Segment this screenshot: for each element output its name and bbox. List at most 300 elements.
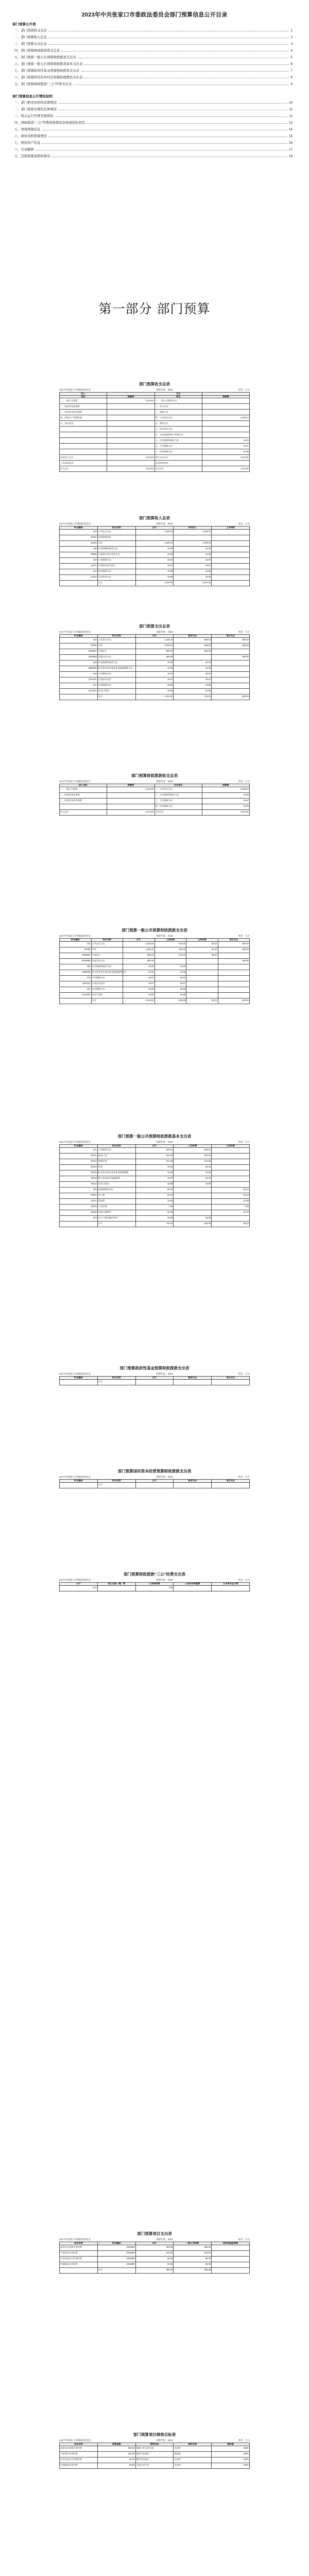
table-cell: 卫生健康支出 bbox=[97, 557, 135, 563]
table-cell bbox=[186, 964, 218, 970]
table-cell: ≥90% bbox=[212, 2451, 250, 2457]
toc-entry[interactable] bbox=[14, 81, 293, 86]
table-cell bbox=[154, 958, 186, 964]
toc-leader-dots bbox=[81, 71, 289, 72]
table-row bbox=[60, 574, 250, 580]
toc-entry[interactable] bbox=[14, 48, 293, 53]
table-cell bbox=[212, 2256, 250, 2262]
table-cell: 659.24 bbox=[135, 649, 174, 654]
toc-entry-page: 18 bbox=[288, 155, 293, 158]
table-row bbox=[60, 1159, 250, 1164]
table-cell: 社会保障和就业支出 bbox=[97, 546, 135, 552]
table-cell: 三、卫生健康支出 bbox=[154, 798, 202, 804]
table-cell: 271.35 bbox=[174, 1159, 212, 1164]
table-cell: 30228 bbox=[60, 1204, 98, 1210]
table-cell: 30102 bbox=[60, 1159, 98, 1164]
table-cell: 完成率 bbox=[174, 2446, 212, 2451]
table-header-cell: 合计 bbox=[135, 1480, 174, 1483]
table-row bbox=[60, 2256, 250, 2262]
table-cell bbox=[218, 964, 250, 970]
table-cell: 1,314.81 bbox=[202, 455, 249, 461]
table-cell bbox=[212, 1159, 250, 1164]
table-cell bbox=[60, 804, 107, 809]
budget-table bbox=[59, 634, 250, 700]
table-meta bbox=[59, 780, 250, 783]
table-cell: 三、国有资本经营预算 bbox=[60, 798, 107, 804]
table-cell: 10.00 bbox=[135, 1198, 174, 1204]
toc-entry-page: 13 bbox=[288, 121, 293, 125]
table-cell bbox=[135, 535, 174, 540]
table-cell: 100% bbox=[212, 2457, 250, 2463]
table-meta bbox=[59, 1141, 250, 1144]
table-cell: 15.95 bbox=[174, 574, 212, 580]
table-cell: 580.00 bbox=[218, 998, 250, 1004]
table-cell bbox=[107, 432, 154, 438]
table-header-cell: 项目名称 bbox=[60, 2443, 98, 2446]
table-cell: 八、社会保障和就业支出 bbox=[154, 438, 202, 444]
table-row bbox=[60, 455, 250, 461]
table-cell: 1,239.24 bbox=[135, 637, 174, 643]
toc-leader-dots bbox=[42, 143, 287, 144]
table-row bbox=[60, 1187, 250, 1193]
table-cell bbox=[212, 1181, 250, 1187]
table-row bbox=[60, 798, 250, 804]
table-cell: 15.95 bbox=[154, 987, 186, 992]
toc-entry-page: 3 bbox=[290, 42, 293, 46]
table-cell: 7.80 bbox=[212, 1204, 250, 1210]
table-unit: 单位：万元 bbox=[238, 935, 250, 937]
table-cell: 1,314.81 bbox=[174, 580, 212, 586]
table-org: 211中共张家口市委政法委员会 bbox=[59, 1141, 91, 1143]
table-cell: 580.00 bbox=[212, 654, 250, 660]
table-cell bbox=[212, 677, 250, 683]
toc-entry[interactable] bbox=[14, 68, 293, 73]
table-cell: 15.57 bbox=[123, 975, 155, 981]
table-header-cell: 支出项目 bbox=[154, 784, 202, 787]
table-cell: 住房保障支出 bbox=[97, 569, 135, 574]
table-cell bbox=[107, 804, 154, 809]
table-cell: 1,314.81 bbox=[107, 455, 154, 461]
table-row bbox=[60, 941, 250, 947]
toc-leader-dots bbox=[48, 44, 289, 45]
table-cell: 44.05 bbox=[135, 660, 174, 666]
table-cell: 15.95 bbox=[135, 688, 174, 694]
table-cell: 580.00 bbox=[174, 2267, 212, 2273]
table-cell: 44.05 bbox=[135, 666, 174, 671]
table-cell bbox=[186, 970, 218, 975]
table-meta bbox=[59, 388, 250, 392]
table-cell: 2101101 bbox=[60, 677, 98, 683]
toc-entry-label: 三、部门预算支出总表 bbox=[14, 42, 47, 46]
table-row bbox=[60, 958, 250, 964]
table-cell: 支出总计 bbox=[154, 466, 202, 472]
table-row bbox=[60, 809, 250, 815]
toc-entry-page: 8 bbox=[290, 76, 293, 79]
table-cell: 221 bbox=[60, 987, 92, 992]
table-header-cell: 项目支出 bbox=[212, 635, 250, 638]
table-cell: 四、住房保障支出 bbox=[154, 804, 202, 809]
table-cell bbox=[212, 546, 250, 552]
table-row bbox=[60, 2245, 250, 2250]
table-cell: 20.10 bbox=[135, 1193, 174, 1198]
table-cell: 580.00 bbox=[218, 941, 250, 947]
table-cell: 商品和服务支出 bbox=[97, 1187, 135, 1193]
table-cell bbox=[218, 975, 250, 981]
toc-entry[interactable] bbox=[14, 107, 293, 111]
budget-table-block bbox=[59, 1571, 250, 1591]
budget-table-block bbox=[59, 773, 250, 816]
table-row bbox=[60, 415, 250, 421]
table-cell bbox=[212, 2245, 250, 2250]
table-cell: 44.05 bbox=[202, 438, 249, 444]
table-caption: 部门预算收支总表 bbox=[139, 382, 170, 386]
table-cell: 30108 bbox=[60, 1170, 98, 1176]
table-meta bbox=[59, 2238, 250, 2241]
table-cell: 本年收入合计 bbox=[60, 455, 107, 461]
table-cell bbox=[107, 404, 154, 410]
table-cell: 645.59 bbox=[174, 1221, 212, 1227]
table-cell: 行政单位医疗 bbox=[91, 981, 123, 987]
table-cell: 630.01 bbox=[135, 1147, 174, 1153]
table-cell bbox=[107, 444, 154, 449]
table-cell bbox=[135, 1379, 174, 1385]
table-cell: 住房公积金 bbox=[97, 688, 135, 694]
table-cell: 15.57 bbox=[174, 557, 212, 563]
table-cell: 住房公积金 bbox=[97, 1181, 135, 1187]
table-cell: 15.95 bbox=[123, 987, 155, 992]
toc-entry[interactable] bbox=[14, 127, 293, 131]
table-cell: 收入总计 bbox=[60, 466, 107, 472]
table-cell: 六、科学技术支出 bbox=[154, 427, 202, 432]
table-cell bbox=[218, 992, 250, 998]
toc-entry-page: 7 bbox=[290, 69, 293, 73]
toc-entry[interactable] bbox=[14, 133, 293, 138]
table-cell: 对个人和家庭的补助 bbox=[97, 1215, 135, 1221]
table-cell bbox=[186, 975, 218, 981]
table-cell bbox=[174, 1210, 212, 1215]
table-cell: 204 bbox=[60, 941, 92, 947]
table-row bbox=[60, 2267, 250, 2273]
table-cell: 44.05 bbox=[174, 660, 212, 666]
toc-leader-dots bbox=[84, 64, 289, 65]
table-row bbox=[60, 1585, 250, 1591]
table-cell: 津贴补贴 bbox=[97, 1159, 135, 1164]
table-cell: 推进平安建设 bbox=[135, 2451, 174, 2457]
table-cell: 1,314.81 bbox=[123, 998, 155, 1004]
table-row bbox=[60, 2463, 250, 2468]
table-meta bbox=[59, 522, 250, 526]
table-cell: 五、教育支出 bbox=[154, 421, 202, 427]
table-cell: 15.95 bbox=[202, 804, 249, 809]
toc-entry-page: 10 bbox=[288, 101, 293, 105]
table-cell: 89.22 bbox=[212, 1187, 250, 1193]
table-cell bbox=[212, 574, 250, 580]
table-cell: 44.05 bbox=[174, 546, 212, 552]
toc-entry-label: 八、部门预算国有资本经营预算财政拨款支出表 bbox=[14, 76, 83, 79]
table-caption: 部门预算财政拨款收支总表 bbox=[131, 773, 178, 778]
table-cell: 2210201 bbox=[60, 688, 98, 694]
table-row bbox=[60, 529, 250, 535]
table-cell: 政法综合治理专项经费 bbox=[60, 2245, 98, 2250]
table-cell: 659.24 bbox=[123, 953, 155, 958]
budget-table-block bbox=[59, 1468, 250, 1488]
table-cell: 580.00 bbox=[135, 654, 174, 660]
table-row bbox=[60, 998, 250, 1004]
toc-entry-page: 2 bbox=[290, 36, 293, 39]
table-cell: 150.00 bbox=[97, 2451, 135, 2457]
table-cell bbox=[60, 998, 92, 1004]
table-cell: 合计 bbox=[97, 580, 135, 586]
table-cell: 2040601 bbox=[60, 649, 98, 654]
table-cell bbox=[186, 987, 218, 992]
table-cell bbox=[60, 1379, 98, 1385]
table-cell bbox=[212, 557, 250, 563]
table-header-cell: 公务接待费 bbox=[135, 1583, 174, 1586]
table-header-cell: 基本支出 bbox=[174, 1377, 212, 1380]
table-cell: 300.00 bbox=[135, 2245, 174, 2250]
table-header-cell: 科目编码 bbox=[60, 1480, 98, 1483]
table-header-cell: 本年收入 bbox=[174, 527, 212, 530]
table-cell: 机关事业单位基本养老保险缴费支出 bbox=[97, 666, 135, 671]
table-cell: 15.95 bbox=[174, 1181, 212, 1187]
table-row bbox=[60, 2250, 250, 2256]
table-cell: 182.20 bbox=[135, 1153, 174, 1159]
table-caption: 部门预算财政拨款“三公”经费支出表 bbox=[124, 1572, 185, 1577]
table-row bbox=[60, 2262, 250, 2267]
toc-entry-label: 四、部门预算财政拨款收支总表 bbox=[14, 49, 60, 53]
table-cell: 1,314.81 bbox=[107, 466, 154, 472]
table-cell: 维护社会稳定 bbox=[135, 2457, 174, 2463]
table-row bbox=[60, 671, 250, 677]
table-header-cell: 合计 bbox=[135, 635, 174, 638]
table-meta bbox=[59, 1579, 250, 1582]
table-cell: 204 bbox=[60, 637, 98, 643]
table-subheader-cell: 项目 bbox=[60, 395, 107, 398]
table-header-cell: 绩效目标 bbox=[135, 2443, 174, 2446]
table-cell: 三、国有资本经营预算 bbox=[60, 410, 107, 415]
table-header-cell: 科目名称 bbox=[97, 527, 135, 530]
table-unit: 单位：万元 bbox=[238, 780, 250, 783]
table-cell: 满意度 bbox=[174, 2451, 212, 2457]
table-header-cell: 合计 bbox=[60, 1583, 98, 1586]
toc-entry-page: 6 bbox=[290, 62, 293, 66]
toc-entry[interactable] bbox=[14, 100, 293, 105]
table-header-cell: 支出 bbox=[154, 393, 202, 396]
toc-entry[interactable] bbox=[14, 113, 293, 118]
toc-entry[interactable] bbox=[14, 154, 293, 158]
toc-leader-dots bbox=[61, 51, 289, 52]
table-cell: 1,314.81 bbox=[107, 787, 154, 792]
table-header-cell: 合计 bbox=[123, 939, 155, 942]
table-subheader-cell: 预算数 bbox=[107, 395, 154, 398]
toc-entry[interactable] bbox=[14, 28, 293, 32]
toc-entry-label: 四、财政拨款“三公”经费预算情况及增减变化原因 bbox=[14, 121, 85, 125]
table-cell: 30101 bbox=[60, 1153, 98, 1159]
budget-table bbox=[59, 1582, 250, 1591]
table-cell: 208 bbox=[60, 660, 98, 666]
table-cell: 完成率 bbox=[174, 2457, 212, 2463]
table-cell: 221 bbox=[60, 683, 98, 688]
table-cell: 32.40 bbox=[212, 1210, 250, 1215]
toc-entry-label: 七、国有资产信息 bbox=[14, 141, 41, 145]
table-cell: 44.05 bbox=[174, 552, 212, 557]
table-header-cell: 科目编码 bbox=[60, 527, 98, 530]
table-cell: 15.95 bbox=[135, 574, 174, 580]
table-cell: 政法综合治理专项经费 bbox=[60, 2446, 98, 2451]
table-cell: 1,314.81 bbox=[135, 694, 174, 700]
table-cell: 1,239.24 bbox=[174, 540, 212, 546]
toc-entry[interactable] bbox=[14, 140, 293, 145]
table-cell: 30201 bbox=[60, 1193, 98, 1198]
table-row bbox=[60, 540, 250, 546]
table-header-cell: 合计 bbox=[135, 527, 174, 530]
table-cell: 15.57 bbox=[174, 1176, 212, 1181]
table-cell bbox=[212, 1153, 250, 1159]
table-cell: 机关事业单位基本养老保险缴费 bbox=[97, 1170, 135, 1176]
table-cell: 住房公积金 bbox=[91, 992, 123, 998]
toc-entry-page: 12 bbox=[288, 114, 293, 118]
table-cell bbox=[212, 660, 250, 666]
table-year: 预算年度：2023 bbox=[156, 1476, 173, 1478]
table-cell bbox=[174, 1482, 212, 1488]
table-cell: 570.02 bbox=[154, 941, 186, 947]
table-cell: 580.00 bbox=[218, 958, 250, 964]
table-cell: 合计 bbox=[97, 1482, 135, 1488]
table-org: 211中共张家口市委政法委员会 bbox=[59, 1476, 91, 1478]
table-cell: 一、一般公共预算 bbox=[60, 398, 107, 404]
table-row bbox=[60, 421, 250, 427]
table-row bbox=[60, 1147, 250, 1153]
budget-table-block bbox=[59, 1133, 250, 1227]
toc-entry[interactable] bbox=[14, 61, 293, 66]
toc-entry-label: 八、名词解释 bbox=[14, 148, 34, 151]
table-cell: 办公费 bbox=[97, 1193, 135, 1198]
table-cell: 合计 bbox=[97, 2267, 135, 2273]
toc-entry[interactable] bbox=[14, 120, 293, 125]
table-cell bbox=[60, 427, 107, 432]
table-cell: 300.00 bbox=[174, 2245, 212, 2250]
table-org: 211中共张家口市委政法委员会 bbox=[59, 935, 91, 937]
toc-entry[interactable] bbox=[14, 55, 293, 59]
table-cell bbox=[202, 398, 249, 404]
table-cell: 20406 bbox=[60, 947, 92, 953]
table-header-cell: 合计 bbox=[135, 2242, 174, 2245]
table-cell: 2101101 bbox=[60, 981, 92, 987]
table-cell: 300.00 bbox=[97, 2446, 135, 2451]
table-caption: 部门预算一般公共预算财政拨款基本支出表 bbox=[117, 1134, 192, 1139]
table-row bbox=[60, 688, 250, 694]
table-cell bbox=[202, 421, 249, 427]
toc-entry-page: 14 bbox=[288, 128, 293, 131]
table-cell: 1,239.24 bbox=[202, 787, 249, 792]
table-meta bbox=[59, 2439, 250, 2442]
table-header-cell: 科目编码 bbox=[60, 939, 92, 942]
table-cell bbox=[107, 438, 154, 444]
table-cell bbox=[107, 461, 154, 466]
table-cell bbox=[174, 1187, 212, 1193]
toc-entry[interactable] bbox=[14, 75, 293, 79]
table-cell: 2040699 bbox=[97, 2256, 135, 2262]
table-cell bbox=[212, 563, 250, 569]
budget-table bbox=[59, 526, 250, 586]
table-row bbox=[60, 1153, 250, 1159]
table-header-cell: 科目名称 bbox=[97, 1377, 135, 1380]
table-cell: 15.95 bbox=[154, 992, 186, 998]
table-cell: 四、公共安全支出 bbox=[154, 415, 202, 421]
table-cell: 基本工资 bbox=[97, 1153, 135, 1159]
table-cell: 89.22 bbox=[186, 947, 218, 953]
table-cell bbox=[202, 432, 249, 438]
table-row bbox=[60, 1198, 250, 1204]
toc-entry[interactable] bbox=[14, 35, 293, 39]
table-cell bbox=[107, 415, 154, 421]
table-cell bbox=[212, 2262, 250, 2267]
table-cell: 本年支出合计 bbox=[154, 455, 202, 461]
table-header-cell: 科目名称 bbox=[97, 635, 135, 638]
table-unit: 单位：万元 bbox=[238, 522, 250, 525]
table-cell: 2040699 bbox=[60, 958, 92, 964]
table-cell: 行政运行 bbox=[97, 649, 135, 654]
toc-section-2-label: 部门预算信息公开情况说明 bbox=[12, 95, 53, 98]
table-header-cell: 预算数 bbox=[107, 784, 154, 787]
table-cell bbox=[212, 1379, 250, 1385]
table-cell: 合计 bbox=[97, 1379, 135, 1385]
table-cell: 支出总计 bbox=[154, 809, 202, 815]
table-cell bbox=[60, 432, 107, 438]
table-cell bbox=[212, 688, 250, 694]
table-unit: 单位：万元 bbox=[238, 2238, 250, 2241]
table-cell: 659.24 bbox=[174, 643, 212, 649]
table-row bbox=[60, 666, 250, 671]
table-header-cell: 公用经费 bbox=[212, 1145, 250, 1148]
table-cell: 工资福利支出 bbox=[97, 1147, 135, 1153]
table-cell: 208 bbox=[60, 964, 92, 970]
toc-leader-dots bbox=[55, 116, 287, 117]
table-cell: 20406 bbox=[60, 643, 98, 649]
table-cell bbox=[107, 410, 154, 415]
table-row bbox=[60, 2451, 250, 2457]
table-cell: 收入总计 bbox=[60, 809, 107, 815]
table-cell bbox=[212, 535, 250, 540]
table-cell: 734.81 bbox=[174, 694, 212, 700]
table-header-cell: 项目支出 bbox=[212, 1377, 250, 1380]
toc-entry-label: 一、部门预算收支总表 bbox=[14, 29, 47, 32]
table-cell bbox=[212, 1585, 250, 1591]
table-cell: 工会经费 bbox=[97, 1204, 135, 1210]
table-cell: 15.57 bbox=[202, 798, 249, 804]
table-cell: 一、一般公共服务支出 bbox=[154, 398, 202, 404]
table-cell bbox=[218, 970, 250, 975]
table-cell bbox=[212, 649, 250, 654]
table-cell: 15.95 bbox=[202, 449, 249, 455]
table-caption: 部门预算政府性基金预算财政拨款支出表 bbox=[119, 1366, 190, 1370]
table-row bbox=[60, 557, 250, 563]
toc-entry[interactable] bbox=[14, 41, 293, 46]
toc-leader-dots bbox=[73, 84, 289, 85]
table-header-cell: 科目编码 bbox=[60, 1145, 98, 1148]
table-cell bbox=[174, 1379, 212, 1385]
toc-entry[interactable] bbox=[14, 147, 293, 151]
table-meta bbox=[59, 1476, 250, 1479]
table-row bbox=[60, 546, 250, 552]
table-cell: 2080505 bbox=[60, 970, 92, 975]
table-row bbox=[60, 404, 250, 410]
table-row bbox=[60, 1204, 250, 1210]
table-unit: 单位：万元 bbox=[238, 1141, 250, 1143]
table-row bbox=[60, 992, 250, 998]
table-org: 211中共张家口市委政法委员会 bbox=[59, 2238, 91, 2241]
table-cell: 580.00 bbox=[212, 694, 250, 700]
